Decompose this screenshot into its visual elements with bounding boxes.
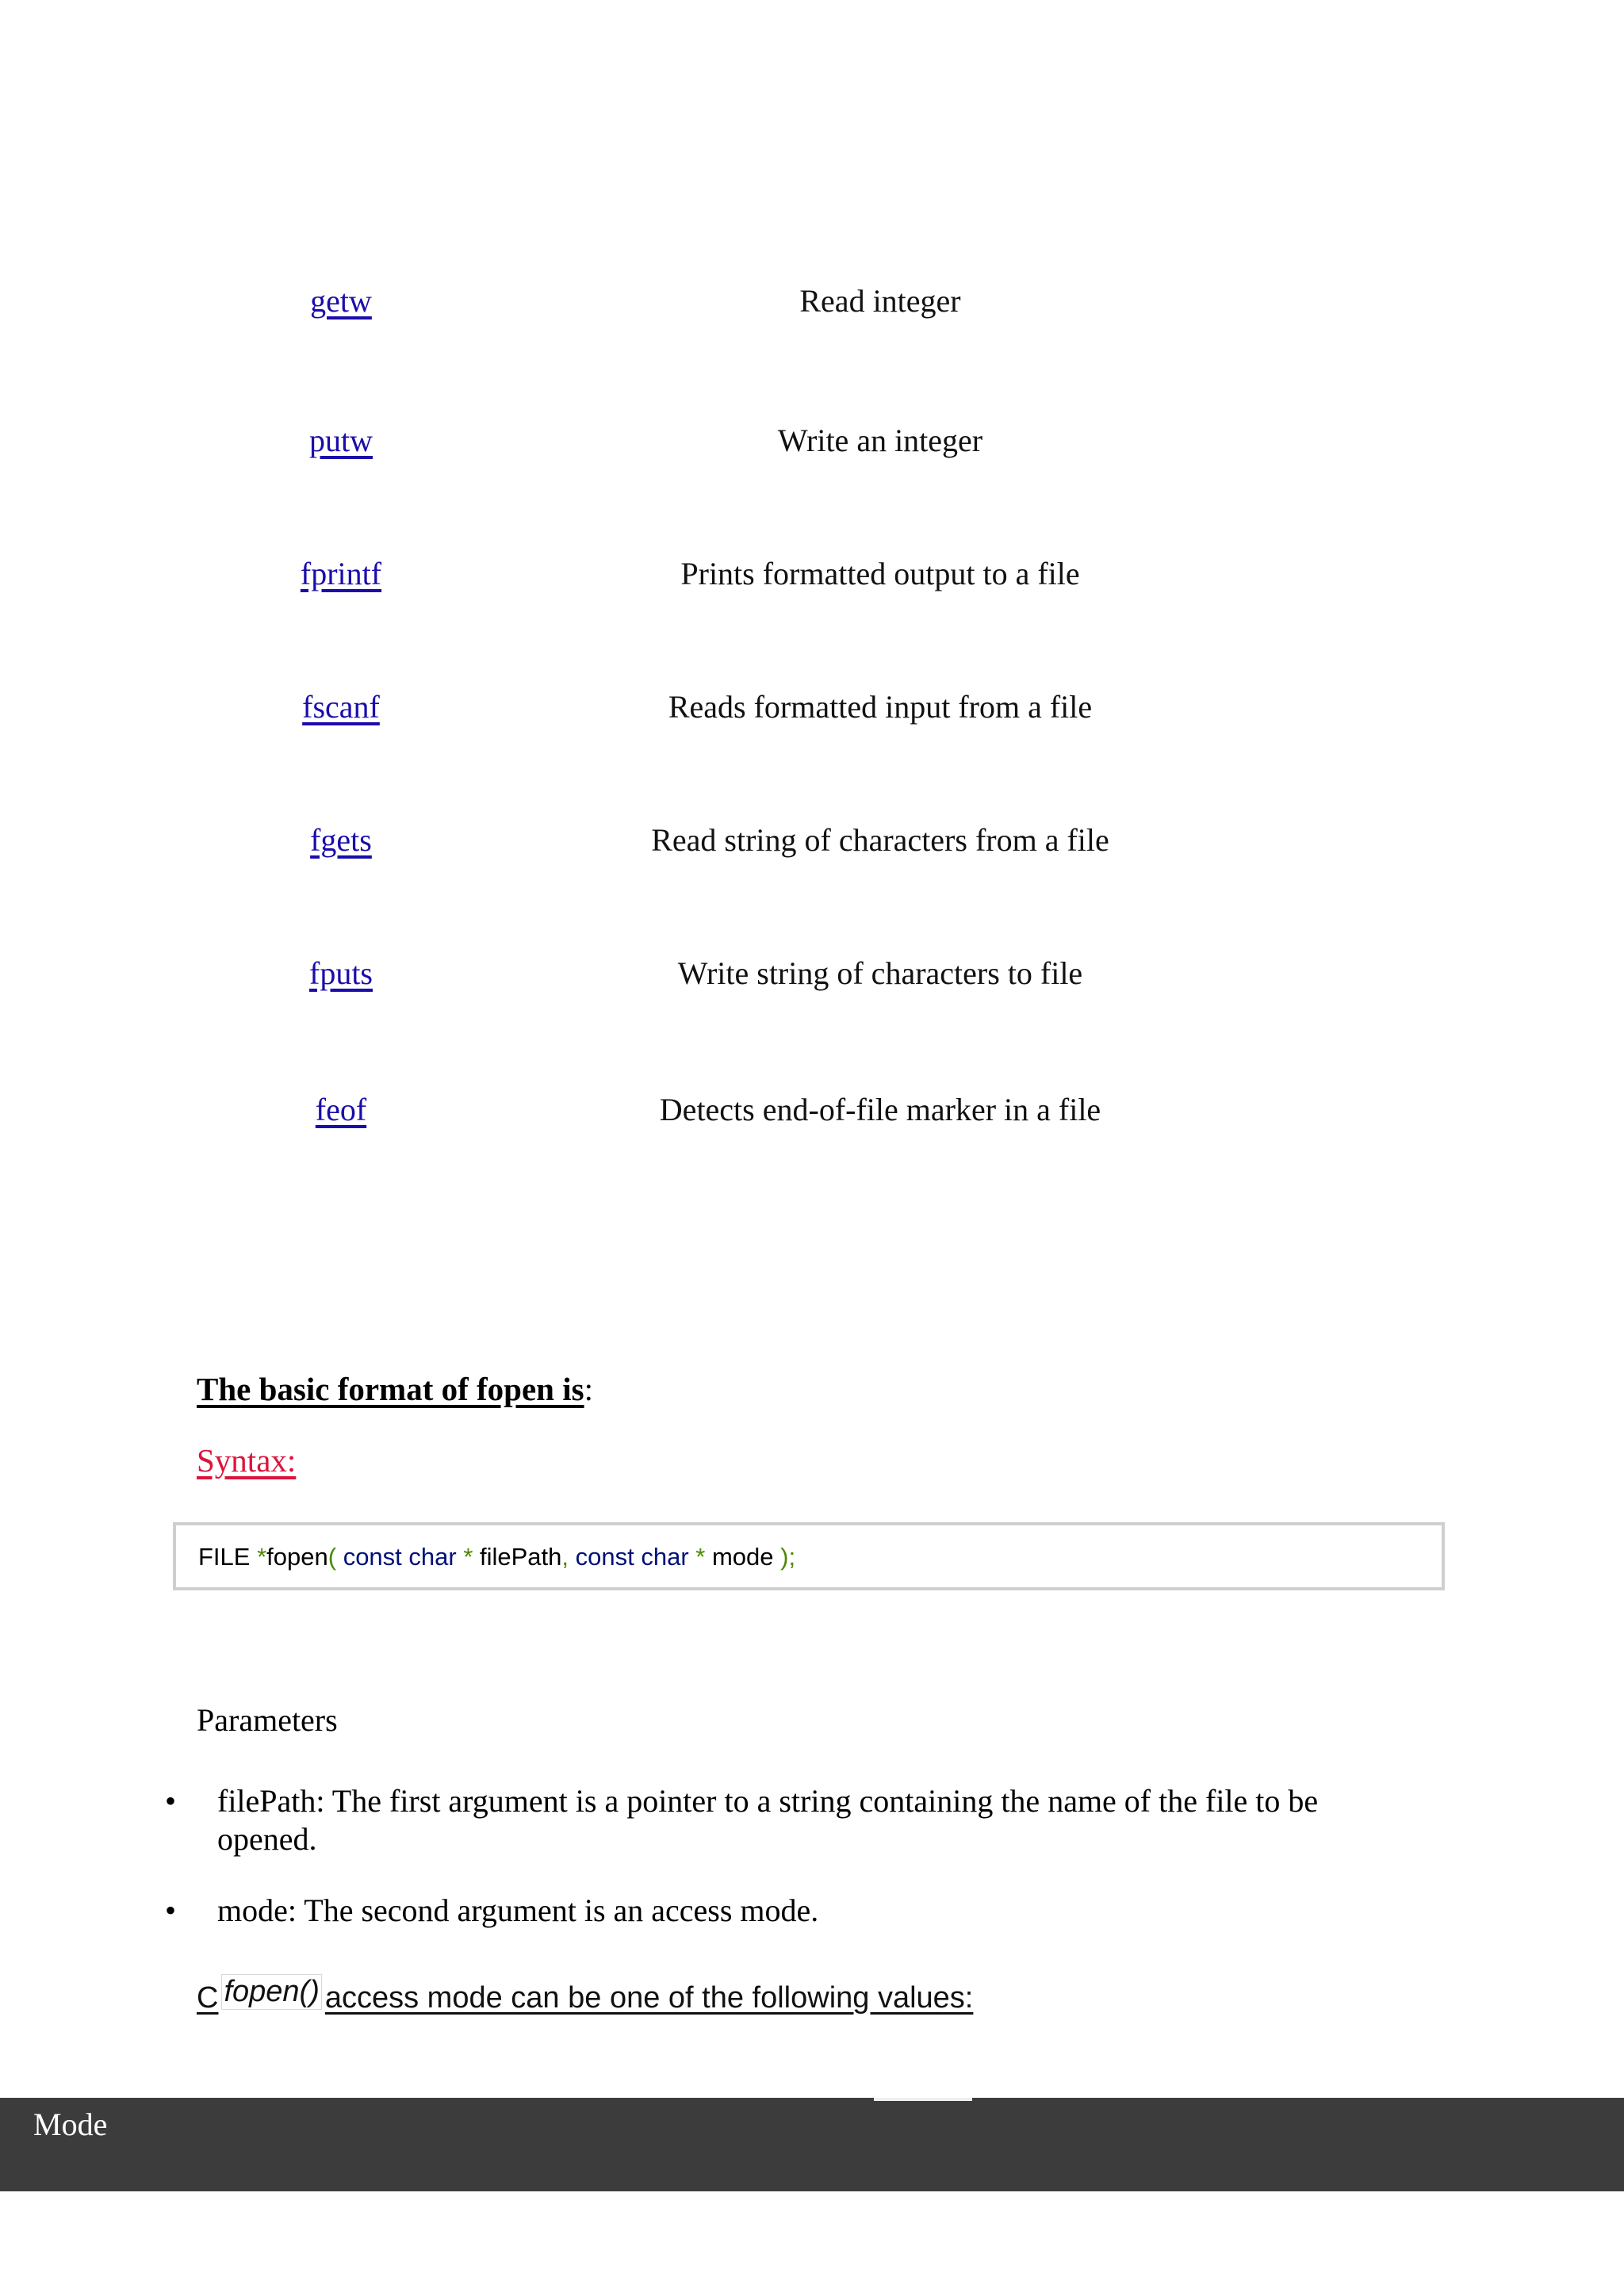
code-token: , <box>561 1543 576 1571</box>
fopen-format-heading <box>197 1370 593 1408</box>
function-description: Prints formatted output to a file <box>680 556 1080 591</box>
function-row-fgets <box>0 821 1624 869</box>
function-link[interactable]: fgets <box>310 822 372 858</box>
code-token: mode <box>711 1543 781 1571</box>
function-link[interactable]: fscanf <box>302 689 380 725</box>
access-mode-intro <box>197 1975 974 2016</box>
heading-colon: : <box>584 1371 593 1407</box>
bullet-dot: • <box>165 1892 177 1928</box>
code-token: ( <box>327 1543 343 1571</box>
code-line <box>198 1543 795 1571</box>
access-suffix: access mode can be one of the following values: <box>324 1981 974 2015</box>
mode-column-header: Mode <box>33 2107 108 2142</box>
function-description: Write an integer <box>777 423 983 458</box>
code-token: const char <box>343 1543 457 1571</box>
code-token: fopen <box>266 1543 328 1571</box>
function-row-fscanf <box>0 688 1624 736</box>
header-divider <box>874 2098 972 2101</box>
function-row-fputs <box>0 955 1624 1002</box>
function-link[interactable]: putw <box>309 423 373 458</box>
code-token: * <box>456 1543 480 1571</box>
bullet-dot: • <box>165 1783 177 1819</box>
code-token: FILE <box>198 1543 258 1571</box>
function-link[interactable]: fprintf <box>300 556 382 591</box>
code-token: filePath <box>480 1543 562 1571</box>
function-row-getw <box>0 282 1624 330</box>
parameters-title: Parameters <box>197 1702 338 1738</box>
access-prefix: C <box>197 1981 219 2015</box>
fopen-inline-code: fopen() <box>221 1974 321 2010</box>
code-token: const char <box>575 1543 689 1571</box>
mode-table-header <box>0 2098 1624 2191</box>
function-description: Read string of characters from a file <box>651 822 1109 858</box>
function-link[interactable]: feof <box>315 1092 367 1127</box>
function-description: Read integer <box>799 283 961 319</box>
heading-text: The basic format of fopen is <box>197 1371 584 1407</box>
code-token: * <box>257 1543 267 1571</box>
function-row-putw <box>0 422 1624 469</box>
code-token: * <box>688 1543 712 1571</box>
code-block <box>173 1522 1445 1590</box>
bullet-text-mode: mode: The second argument is an access mode. <box>217 1892 819 1928</box>
bullet-text-filepath: filePath: The first argument is a pointer to a string containing the name of the file to be opened. <box>217 1783 1319 1857</box>
function-link[interactable]: fputs <box>309 955 373 991</box>
function-description: Detects end-of-file marker in a file <box>659 1092 1101 1127</box>
function-link[interactable]: getw <box>310 283 372 319</box>
syntax-label: Syntax: <box>197 1442 297 1479</box>
function-row-fprintf <box>0 555 1624 603</box>
function-description: Reads formatted input from a file <box>668 689 1093 725</box>
function-description: Write string of characters to file <box>677 955 1083 991</box>
code-token: ); <box>780 1543 796 1571</box>
function-row-feof <box>0 1091 1624 1138</box>
